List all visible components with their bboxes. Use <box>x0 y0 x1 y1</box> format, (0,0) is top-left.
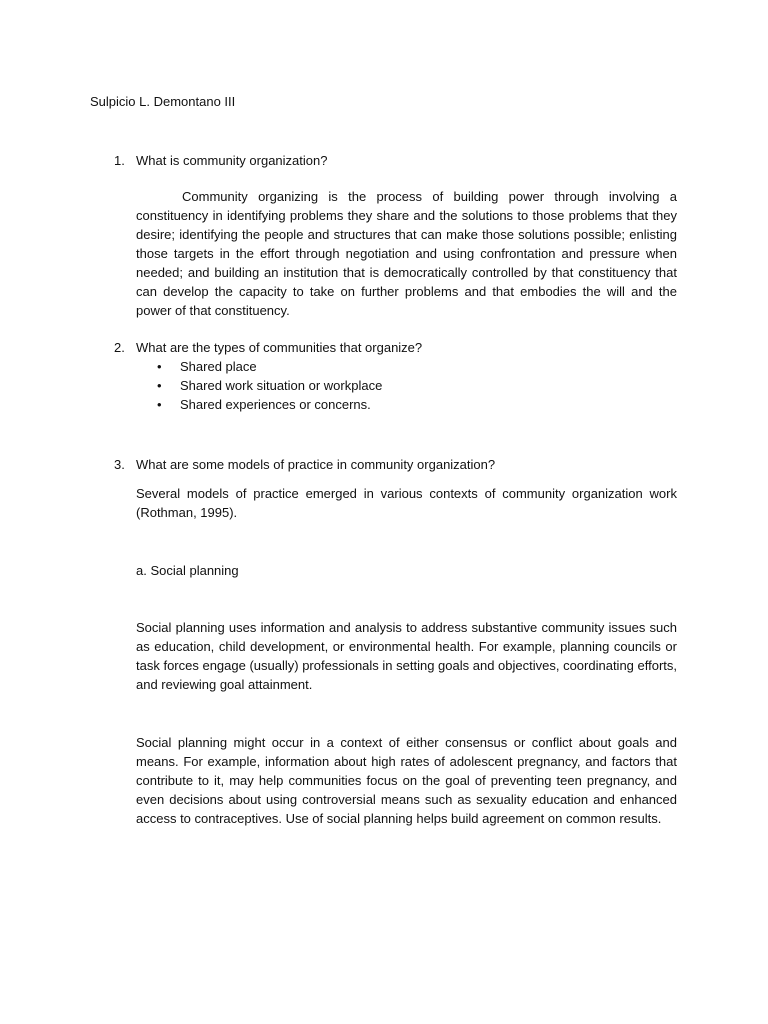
question-text: What is community organization? <box>136 153 328 168</box>
intro-paragraph: Several models of practice emerged in various contexts of community organization work (Rothman, 1995). <box>136 486 677 520</box>
body-paragraph: Social planning might occur in a context of either consensus or conflict about goals and means. For example, information about high rates of adolescent pregnancy, and factors that contribute to it, may help communities focus on the goal of preventing teen pregnancy, and even decisions about using controversial means such as sexuality education and enhanced access to contraceptives. Use of social planning helps build agreement on common results. <box>136 735 677 826</box>
bullet-item: • Shared place <box>157 357 382 376</box>
question-number: 1. <box>114 153 125 168</box>
answer-paragraph: Community organizing is the process of building power through involving a constituency in identifying problems they share and the solutions to those problems that they desire; identifying the people and structures that can make those solutions possible; enlisting those targets in the effort through negotiation and using confrontation and pressure when needed; and building an institution that is democratically controlled by that constituency that can develop the capacity to take on further problems and that embodies the will and the power of that constituency. <box>136 189 677 318</box>
subheading: a. Social planning <box>136 563 239 578</box>
question-text: What are the types of communities that organize? <box>136 340 423 355</box>
bullet-item: • Shared experiences or concerns. <box>157 395 382 414</box>
bullet-item: • Shared work situation or workplace <box>157 376 382 395</box>
bullet-list <box>157 357 382 414</box>
body-paragraph: Social planning uses information and analysis to address substantive community issues such as education, child development, or environmental health. For example, planning councils or task forces engage (usually) professionals in setting goals and objectives, coordinating efforts, and reviewing goal attainment. <box>136 620 678 692</box>
question-number: 3. <box>114 457 125 472</box>
question-text: What are some models of practice in community organization? <box>136 457 496 472</box>
author-name: Sulpicio L. Demontano III <box>90 94 236 109</box>
question-number: 2. <box>114 340 125 355</box>
